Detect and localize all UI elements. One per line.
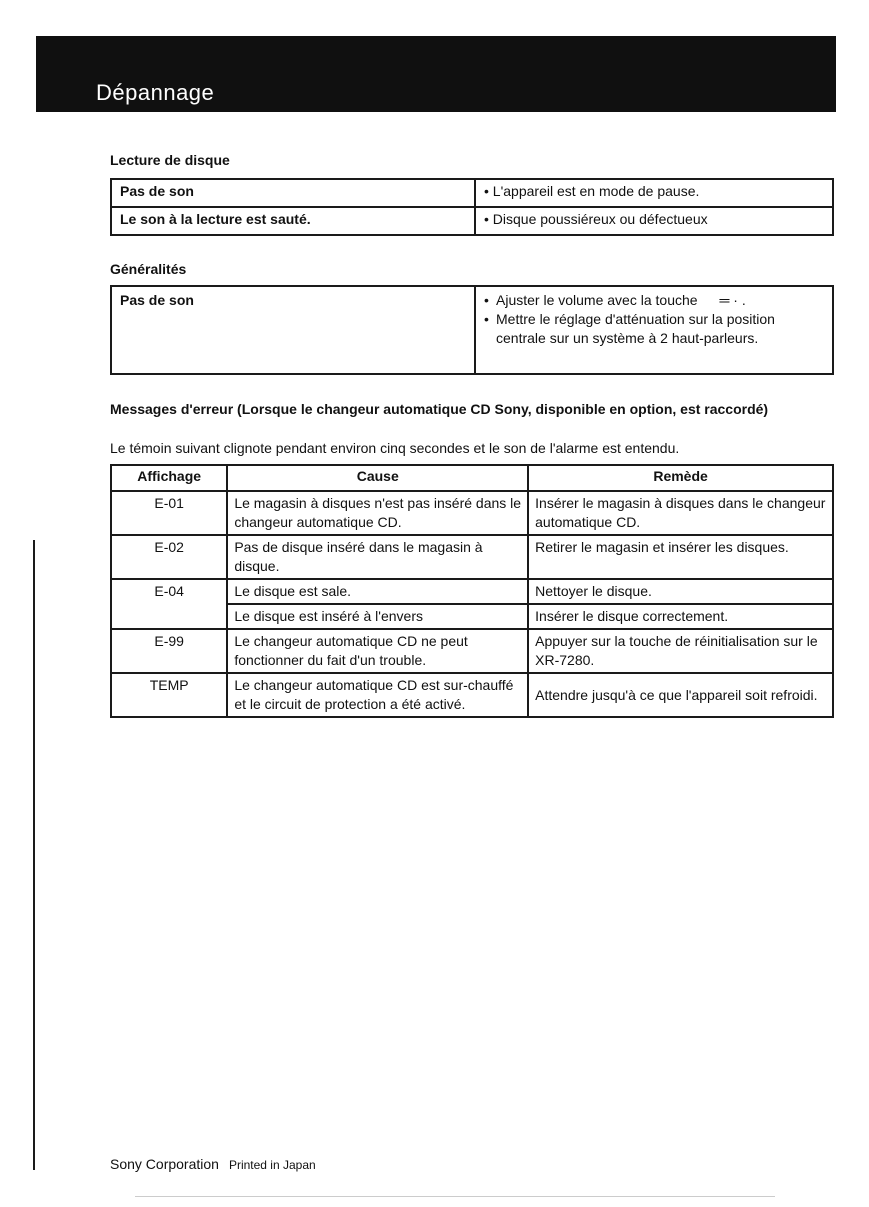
remedy-cell: Appuyer sur la touche de réinitialisation sur le XR-7280. [528,629,833,673]
table-row [111,491,833,535]
general-table [110,285,834,375]
table-row [111,673,833,717]
column-header-cause: Cause [227,465,528,491]
cause-cell: Le changeur automatique CD est sur-chauffé et le circuit de protection a été activé. [227,673,528,717]
cause-text: L'appareil est en mode de pause. [492,183,700,199]
column-header-display: Affichage [111,465,227,491]
symptom-cell: Pas de son [111,179,475,207]
table-row [111,629,833,673]
cause-cell: Le magasin à disques n'est pas inséré dans le changeur automatique CD. [227,491,528,535]
remedy-cell: Insérer le disque correctement. [528,604,833,629]
remedy-list [484,291,824,348]
remedy-cell: Insérer le magasin à disques dans le changeur automatique CD. [528,491,833,535]
remedy-cell: Retirer le magasin et insérer les disques. [528,535,833,579]
list-item [484,291,824,310]
header-band [36,36,836,112]
table-row [111,207,833,235]
code-cell: E-99 [111,629,227,673]
page-title: Dépannage [96,80,215,105]
printed-note: Printed in Japan [228,1158,316,1172]
general-heading: Généralités [110,261,187,277]
table-row [111,286,833,374]
column-header-remedy: Remède [528,465,833,491]
table-header-row [111,465,833,491]
code-cell: E-02 [111,535,227,579]
remedy-text: Ajuster le volume avec la touche [496,292,698,308]
remedy-cell [475,286,833,374]
cause-cell: Le disque est sale. [227,579,528,604]
table-row [111,535,833,579]
disc-playback-heading: Lecture de disque [110,152,230,168]
cause-cell: • Disque poussiéreux ou défectueux [475,207,833,235]
symptom-cell: Le son à la lecture est sauté. [111,207,475,235]
code-cell: TEMP [111,673,227,717]
remedy-cell: Attendre jusqu'à ce que l'appareil soit refroidi. [528,673,833,717]
error-messages-subheading: Le témoin suivant clignote pendant environ cinq secondes et le son de l'alarme est entendu. [110,440,680,456]
cause-cell: • L'appareil est en mode de pause. [475,179,833,207]
footer [110,1156,316,1172]
cause-cell: Le changeur automatique CD ne peut fonctionner du fait d'un trouble. [227,629,528,673]
company-name: Sony Corporation [110,1156,219,1172]
error-messages-heading: Messages d'erreur (Lorsque le changeur automatique CD Sony, disponible en option, est raccordé) [110,401,769,417]
cause-cell: Pas de disque inséré dans le magasin à disque. [227,535,528,579]
volume-key-icon: ═ · . [719,292,746,308]
remedy-cell: Nettoyer le disque. [528,579,833,604]
error-table [110,464,834,718]
code-cell: E-04 [111,579,227,629]
disc-playback-table [110,178,834,236]
margin-rule [33,540,35,1170]
cause-cell: Le disque est inséré à l'envers [227,604,528,629]
table-row [111,579,833,604]
symptom-cell: Pas de son [111,286,475,374]
cause-text: Disque poussiéreux ou défectueux [492,211,708,227]
table-row [111,179,833,207]
code-cell: E-01 [111,491,227,535]
bottom-rule [135,1196,775,1197]
list-item: • Mettre le réglage d'atténuation sur la position centrale sur un système à 2 haut-parleurs. [484,310,824,348]
